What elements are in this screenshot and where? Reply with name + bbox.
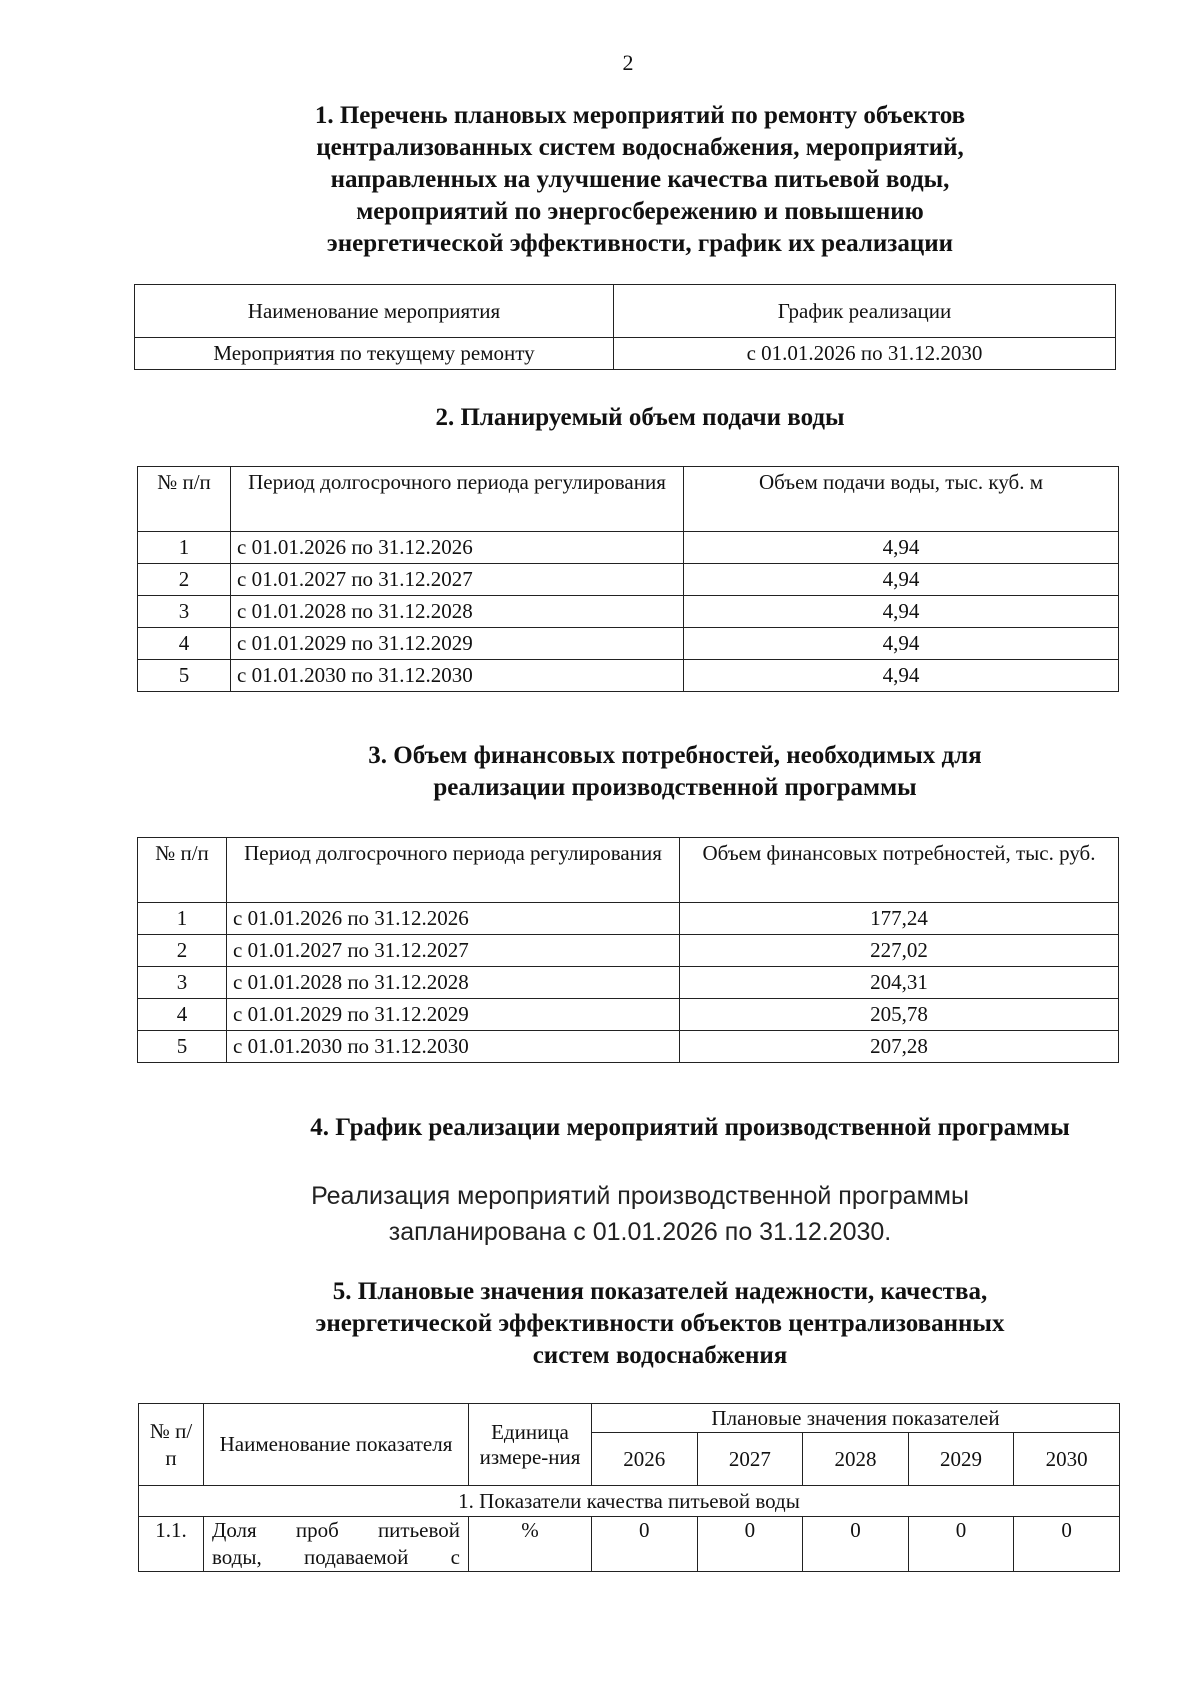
year-cell: 2026	[592, 1433, 698, 1486]
year-cell: 2028	[803, 1433, 909, 1486]
table-row	[138, 564, 1119, 596]
table-row	[138, 999, 1119, 1031]
year-cell: 2029	[908, 1433, 1014, 1486]
subsection-row	[139, 1486, 1120, 1517]
table-cell: 4,94	[684, 564, 1119, 596]
table-cell: 204,31	[680, 967, 1119, 999]
table-row	[135, 338, 1116, 370]
table-cell: 4	[138, 999, 227, 1031]
table-cell: 0	[592, 1517, 698, 1572]
table-row	[138, 596, 1119, 628]
header-cell: Наименование мероприятия	[135, 285, 614, 338]
name-line: воды, подаваемой с	[212, 1545, 460, 1569]
table-cell: 2	[138, 564, 231, 596]
note-line: запланирована с 01.01.2026 по 31.12.2030.	[388, 1218, 892, 1246]
table-cell: 3	[138, 596, 231, 628]
table-cell: 205,78	[680, 999, 1119, 1031]
name-line: Доля проб питьевой	[212, 1518, 460, 1542]
table-cell-name	[204, 1517, 469, 1572]
repair-schedule-table	[134, 284, 1116, 370]
table-cell: 4,94	[684, 596, 1119, 628]
table-cell: Мероприятия по текущему ремонту	[135, 338, 614, 370]
table-cell: с 01.01.2030 по 31.12.2030	[227, 1031, 680, 1063]
title-line: энергетической эффективности объектов централизованных	[315, 1310, 1005, 1337]
page-number: 2	[622, 50, 634, 75]
table-cell: 3	[138, 967, 227, 999]
table-cell: 4,94	[684, 660, 1119, 692]
table-row	[138, 660, 1119, 692]
year-cell: 2030	[1014, 1433, 1120, 1486]
table-cell: с 01.01.2027 по 31.12.2027	[227, 935, 680, 967]
table-cell: 1.1.	[139, 1517, 204, 1572]
table-cell: 1	[138, 903, 227, 935]
title-line: мероприятий по энергосбережению и повышению	[356, 198, 924, 225]
subsection-number: 1.	[458, 1488, 474, 1513]
header-cell: Объем финансовых потребностей, тыс. руб.	[680, 838, 1119, 903]
table-cell: 227,02	[680, 935, 1119, 967]
table-cell: с 01.01.2027 по 31.12.2027	[231, 564, 684, 596]
table-cell: с 01.01.2026 по 31.12.2026	[227, 903, 680, 935]
title-line: энергетической эффективности, график их реализации	[326, 230, 954, 257]
section-4-title	[190, 1112, 1190, 1144]
table-header-row	[139, 1404, 1120, 1433]
header-cell-num: № п/п	[139, 1404, 204, 1486]
table-cell: 0	[1014, 1517, 1120, 1572]
table-cell: с 01.01.2029 по 31.12.2029	[231, 628, 684, 660]
table-row	[138, 628, 1119, 660]
header-cell: № п/п	[138, 467, 231, 532]
table-row	[138, 967, 1119, 999]
title-line: 1. Перечень плановых мероприятий по ремонту объектов	[314, 102, 966, 129]
table-cell: 5	[138, 660, 231, 692]
title-line: реализации производственной программы	[433, 774, 917, 801]
table-row	[138, 903, 1119, 935]
implementation-note	[250, 1178, 1030, 1250]
year-cell: 2027	[697, 1433, 803, 1486]
table-cell: 177,24	[680, 903, 1119, 935]
water-supply-volume-table	[137, 466, 1119, 692]
table-cell: с 01.01.2028 по 31.12.2028	[227, 967, 680, 999]
table-cell: 2	[138, 935, 227, 967]
table-row	[139, 1517, 1120, 1572]
header-cell: Период долгосрочного периода регулирования	[227, 838, 680, 903]
header-cell-unit: Единица измере-ния	[469, 1404, 592, 1486]
header-cell-name: Наименование показателя	[204, 1404, 469, 1486]
indicators-table	[138, 1403, 1120, 1572]
section-2-title	[180, 402, 1100, 434]
table-row	[138, 1031, 1119, 1063]
table-header-row	[135, 285, 1116, 338]
header-cell: Объем подачи воды, тыс. куб. м	[684, 467, 1119, 532]
title-line: 5. Плановые значения показателей надежности, качества,	[332, 1278, 988, 1305]
table-cell: 4	[138, 628, 231, 660]
title-line: систем водоснабжения	[532, 1342, 788, 1369]
table-cell: с 01.01.2030 по 31.12.2030	[231, 660, 684, 692]
table-cell: 5	[138, 1031, 227, 1063]
table-cell: 0	[803, 1517, 909, 1572]
title-line: 3. Объем финансовых потребностей, необходимых для	[368, 742, 982, 769]
table-header-row	[138, 838, 1119, 903]
table-cell: 1	[138, 532, 231, 564]
title-line: централизованных систем водоснабжения, мероприятий,	[316, 134, 964, 161]
section-3-title	[215, 740, 1135, 804]
section-1-title	[180, 100, 1100, 260]
table-cell: с 01.01.2026 по 31.12.2026	[231, 532, 684, 564]
financial-needs-table	[137, 837, 1119, 1063]
table-cell: с 01.01.2029 по 31.12.2029	[227, 999, 680, 1031]
table-cell: 4,94	[684, 628, 1119, 660]
header-cell: № п/п	[138, 838, 227, 903]
table-cell: 207,28	[680, 1031, 1119, 1063]
table-cell: с 01.01.2028 по 31.12.2028	[231, 596, 684, 628]
header-cell-planned: Плановые значения показателей	[592, 1404, 1120, 1433]
table-row	[138, 532, 1119, 564]
section-5-title	[200, 1276, 1120, 1372]
note-line: Реализация мероприятий производственной программы	[311, 1182, 969, 1210]
table-row	[138, 935, 1119, 967]
table-cell: 0	[697, 1517, 803, 1572]
table-header-row	[138, 467, 1119, 532]
table-cell: 0	[908, 1517, 1014, 1572]
subsection-cell	[139, 1486, 1120, 1517]
table-cell: %	[469, 1517, 592, 1572]
title-line: 4. График реализации мероприятий производственной программы	[310, 1114, 1070, 1141]
table-cell: с 01.01.2026 по 31.12.2030	[614, 338, 1116, 370]
subsection-title: Показатели качества питьевой воды	[479, 1488, 800, 1513]
header-cell: Период долгосрочного периода регулирования	[231, 467, 684, 532]
table-cell: 4,94	[684, 532, 1119, 564]
header-cell: График реализации	[614, 285, 1116, 338]
title-line: направленных на улучшение качества питьевой воды,	[330, 166, 950, 193]
title-line: 2. Планируемый объем подачи воды	[435, 404, 845, 431]
